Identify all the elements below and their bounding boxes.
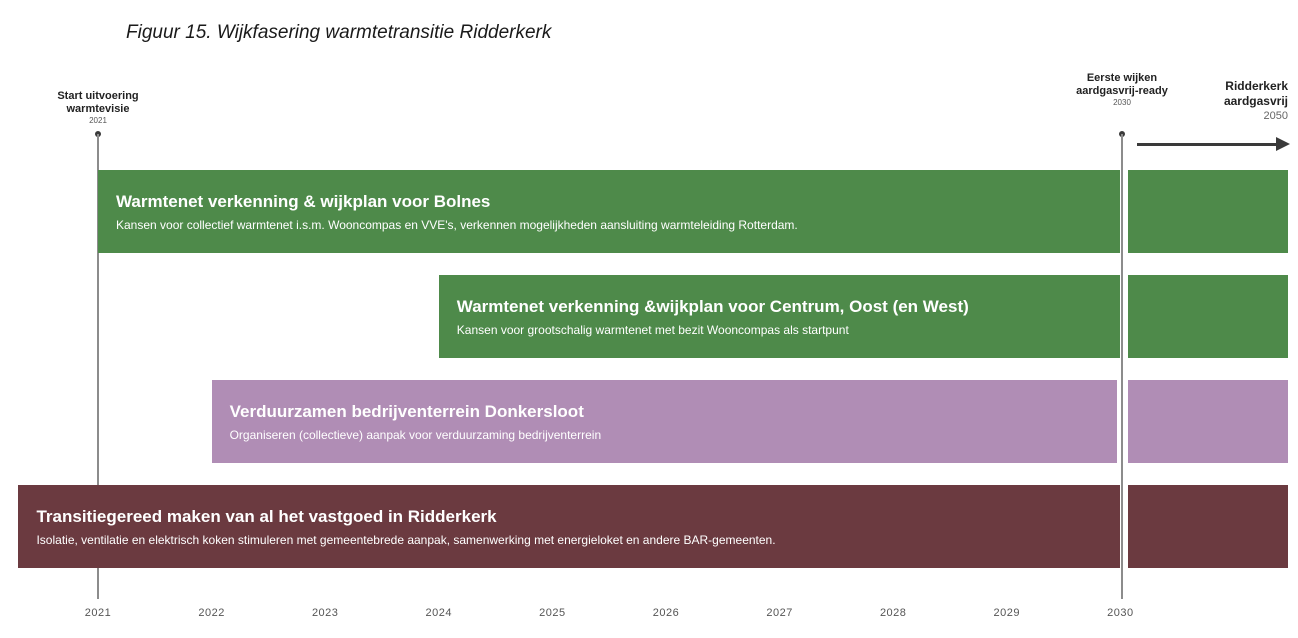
phase-bar-centrum-oost-continuation xyxy=(1128,275,1288,358)
x-tick-2022: 2022 xyxy=(198,607,225,619)
milestone-first-year: 2030 xyxy=(1113,98,1131,107)
phase-bar-bolnes-continuation xyxy=(1128,170,1288,253)
milestone-end xyxy=(1200,79,1288,124)
phase-bar-bolnes xyxy=(98,170,1120,253)
phase-bar-vastgoed xyxy=(18,485,1120,568)
milestone-first-line xyxy=(1121,134,1123,599)
milestone-start-year: 2021 xyxy=(89,116,107,125)
x-tick-2028: 2028 xyxy=(879,607,907,619)
arrow-to-2050 xyxy=(1137,143,1277,146)
milestone-start xyxy=(38,90,158,125)
phase-bar-vastgoed-description: Isolatie, ventilatie en elektrisch koken stimuleren met gemeentebrede aanpak, samenwerking met energieloket en andere BAR-gemeenten. xyxy=(36,533,776,547)
arrow-to-2050-head xyxy=(1276,137,1290,151)
x-tick-2024: 2024 xyxy=(425,607,453,619)
x-tick-2023: 2023 xyxy=(311,607,339,619)
x-tick-2029: 2029 xyxy=(993,607,1021,619)
phase-bar-centrum-oost xyxy=(439,275,1121,358)
milestone-first-label: Eerste wijken aardgasvrij-ready xyxy=(1076,72,1168,97)
milestone-end-year: 2050 xyxy=(1263,110,1288,122)
phase-bar-bolnes-description: Kansen voor collectief warmtenet i.s.m. Wooncompas en VVE's, verkennen mogelijkheden aansluiting warmteleiding Rotterdam. xyxy=(116,218,798,232)
milestone-end-label: Ridderkerk aardgasvrij xyxy=(1223,79,1288,108)
figure-caption: Figuur 15. Wijkfasering warmtetransitie Ridderkerk xyxy=(126,22,552,43)
phase-bar-donkersloot-description: Organiseren (collectieve) aanpak voor verduurzaming bedrijventerrein xyxy=(229,428,602,442)
x-tick-2021: 2021 xyxy=(84,607,112,619)
x-tick-2025: 2025 xyxy=(539,607,566,619)
x-tick-2030: 2030 xyxy=(1107,607,1134,619)
phase-bar-vastgoed-continuation xyxy=(1128,485,1288,568)
x-tick-2026: 2026 xyxy=(652,607,680,619)
milestone-start-label: Start uitvoering warmtevisie xyxy=(57,90,139,115)
phase-bar-bolnes-title: Warmtenet verkenning & wijkplan voor Bolnes xyxy=(116,192,491,211)
phase-bar-donkersloot-continuation xyxy=(1128,380,1288,463)
phase-bar-centrum-oost-title: Warmtenet verkenning &wijkplan voor Centrum, Oost (en West) xyxy=(456,297,969,316)
phase-bar-donkersloot xyxy=(212,380,1118,463)
phase-bar-centrum-oost-description: Kansen voor grootschalig warmtenet met bezit Wooncompas als startpunt xyxy=(456,323,849,337)
milestone-first xyxy=(1072,72,1172,107)
x-tick-2027: 2027 xyxy=(766,607,793,619)
phase-bar-vastgoed-title: Transitiegereed maken van al het vastgoed in Ridderkerk xyxy=(36,507,497,526)
phase-bar-donkersloot-title: Verduurzamen bedrijventerrein Donkersloot xyxy=(229,402,584,421)
